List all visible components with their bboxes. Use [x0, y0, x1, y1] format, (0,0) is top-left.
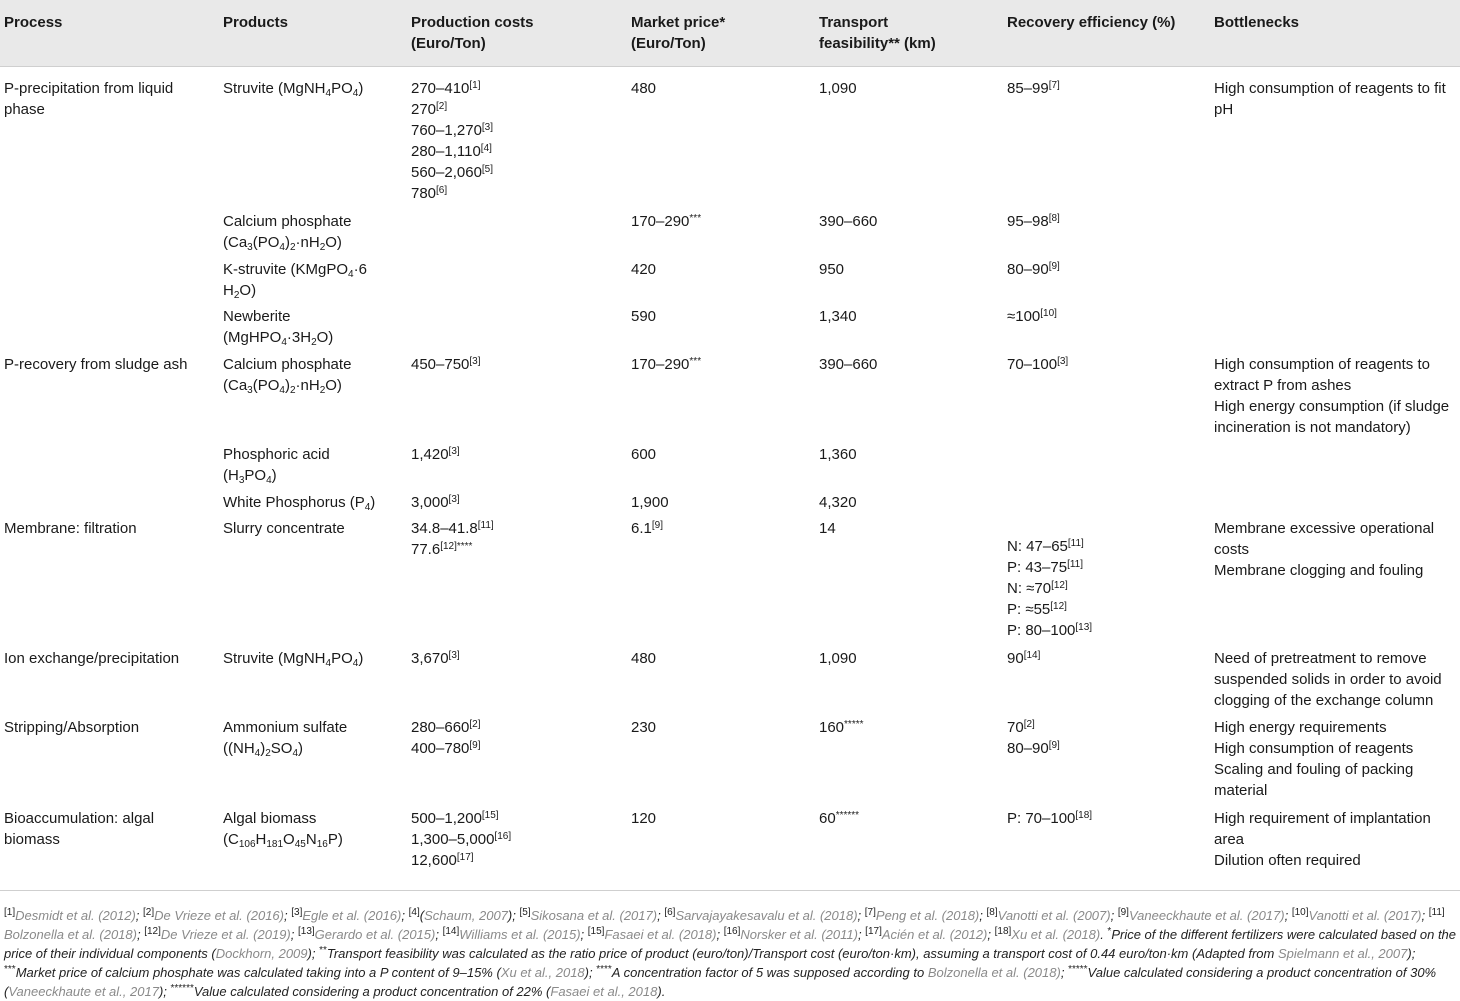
- cost-value: 780[6]: [411, 185, 448, 202]
- bottleneck-cell: Need of pretreatment to remove: [1214, 650, 1427, 667]
- header-recovery: Recovery efficiency (%): [1007, 14, 1176, 31]
- citation-link[interactable]: Norsker et al. (2011): [740, 927, 858, 942]
- cost-value: 560–2,060[5]: [411, 164, 494, 181]
- bottleneck-cell-line2: High consumption of reagents: [1214, 740, 1414, 757]
- footnote-text: ).: [657, 984, 666, 999]
- footnote-text: ;: [857, 927, 866, 942]
- transport-cell: 14: [819, 520, 836, 537]
- product-cell: White Phosphorus $(P_4)$: [223, 494, 376, 513]
- citation-link[interactable]: Vaneeckhaute et al., 2017: [8, 984, 159, 999]
- cost-value: $77.6^{[12]****}$: [411, 541, 473, 558]
- citation-link[interactable]: Egle et al. (2016): [302, 908, 402, 923]
- citation-link[interactable]: Xu et al., 2018: [500, 965, 585, 980]
- recovery-cell: 95–98[8]: [1007, 213, 1060, 230]
- market-price-cell: 1,900: [631, 494, 669, 511]
- transport-cell: 4,320: [819, 494, 857, 511]
- citation-link[interactable]: Acién et al. (2012): [881, 927, 988, 942]
- footnote-marker: [15]: [587, 926, 605, 937]
- product-formula: $(H_3PO_4)$: [223, 467, 277, 486]
- cost-value: 450–750[3]: [411, 356, 481, 373]
- cost-value: 400–780[9]: [411, 740, 481, 757]
- bottleneck-cell: High consumption of reagents to: [1214, 356, 1430, 373]
- header-market-price-unit: (Euro/Ton): [631, 35, 706, 52]
- recovery-cell: 70–100[3]: [1007, 356, 1069, 373]
- citation-link[interactable]: Williams et al. (2015): [459, 927, 581, 942]
- footnote-marker: [6]: [664, 907, 676, 918]
- footnote-text: Market price of calcium phosphate was calculated taking into a P content of 9–15% (: [15, 965, 501, 980]
- footnote-text: ;: [1060, 965, 1069, 980]
- market-price-cell: 480: [631, 80, 657, 97]
- recovery-cell: 90[14]: [1007, 650, 1041, 667]
- market-price-cell: 420: [631, 261, 657, 278]
- cost-value: 270[2]: [411, 101, 448, 118]
- cost-value: 12,600[17]: [411, 852, 474, 869]
- footnote-marker: *****: [1068, 964, 1088, 975]
- recovery-cell: P: 43–75[11]: [1007, 559, 1083, 576]
- footnote-marker: ****: [596, 964, 612, 975]
- footnote-text: );: [1407, 946, 1416, 961]
- footnote-text: Value calculated considering a product concentration of 22% (: [193, 984, 551, 999]
- footnote-marker: [11]: [1428, 907, 1445, 918]
- bottleneck-cell-line3: High energy consumption (if sludge: [1214, 398, 1450, 415]
- recovery-cell: N: ≈70[12]: [1007, 580, 1068, 597]
- footnote-marker: [3]: [291, 907, 303, 918]
- cost-value: 34.8–41.8[11]: [411, 520, 494, 537]
- footnote-text: .: [1100, 927, 1108, 942]
- footnote-text: ;: [1421, 908, 1429, 923]
- footnote-text: Price of the different fertilizers were calculated based on the price of their individual components (: [4, 927, 1457, 961]
- process-cell: Bioaccumulation: algal: [4, 810, 155, 827]
- citation-link[interactable]: Fasaei et al., 2018: [550, 984, 658, 999]
- process-cell: Ion exchange/precipitation: [4, 650, 180, 667]
- citation-link[interactable]: Vanotti et al. (2007): [997, 908, 1111, 923]
- bottleneck-cell: High consumption of reagents to fit: [1214, 80, 1446, 97]
- transport-cell: 950: [819, 261, 845, 278]
- footnote-marker: [18]: [994, 926, 1012, 937]
- cost-value: 280–1,110[4]: [411, 143, 492, 160]
- footnote-text: ;: [857, 908, 865, 923]
- header-transport-unit: feasibility** (km): [819, 35, 936, 52]
- footnote-marker: [12]: [144, 926, 161, 937]
- cost-value: 3,670[3]: [411, 650, 460, 667]
- process-cell: Stripping/Absorption: [4, 719, 140, 736]
- product-formula: $H_2O$): [223, 282, 257, 301]
- market-price-cell: 590: [631, 308, 657, 325]
- product-cell: Calcium phosphate: [223, 356, 352, 373]
- bottleneck-cell-line4: incineration is not mandatory): [1214, 419, 1411, 436]
- header-process: Process: [4, 14, 63, 31]
- cost-value: 1,300–5,000[16]: [411, 831, 512, 848]
- footnote-text: ;: [580, 927, 588, 942]
- process-cell: P-precipitation from liquid: [4, 80, 174, 97]
- cost-value: 1,420[3]: [411, 446, 460, 463]
- footnote-text: Transport feasibility was calculated as the ratio price of product (euro/ton)/Transport cost (euro/ton·km), assuming a transport cost of 0.44 euro/ton·km (Adapted from: [326, 946, 1278, 961]
- product-formula: $(Ca_3(PO_4)_2\cdot nH_2O)$: [223, 377, 342, 396]
- citation-link[interactable]: Vaneeckhaute et al. (2017): [1128, 908, 1285, 923]
- product-formula: $(C_{106}H_{181}O_{45}N_{16}P)$: [223, 831, 343, 850]
- bottleneck-cell: High requirement of implantation: [1214, 810, 1431, 827]
- citation-link[interactable]: Schaum, 2007: [424, 908, 508, 923]
- process-cell-line2: biomass: [4, 831, 60, 848]
- product-cell: Newberite: [223, 308, 291, 325]
- market-price-cell: 170–290***: [631, 213, 702, 230]
- footnote-marker: [5]: [519, 907, 531, 918]
- footnote-marker: [14]: [442, 926, 460, 937]
- recovery-cell: 80–90[9]: [1007, 261, 1060, 278]
- cost-value: 760–1,270[3]: [411, 122, 494, 139]
- transport-cell: 1,090: [819, 650, 857, 667]
- transport-cell: 1,340: [819, 308, 857, 325]
- recovery-cell: 70[2]: [1007, 719, 1035, 736]
- footnote-text: ;: [979, 908, 987, 923]
- footnote-text: ;: [284, 908, 292, 923]
- header-market-price: Market price*: [631, 14, 726, 31]
- citation-link[interactable]: Vanotti et al. (2017): [1308, 908, 1422, 923]
- header-divider: [0, 66, 1460, 67]
- footnote-text: ;: [716, 927, 724, 942]
- header-bottlenecks: Bottlenecks: [1214, 14, 1300, 31]
- product-formula: $(MgHPO_4\cdot 3H_2O)$: [223, 329, 334, 348]
- footnote-text: ;: [135, 908, 144, 923]
- citation-link[interactable]: De Vrieze et al. (2019): [160, 927, 291, 942]
- citation-link[interactable]: Bolzonella et al. (2018): [927, 965, 1061, 980]
- product-cell: Struvite $(MgNH_4PO_4)$: [223, 650, 364, 669]
- market-price-cell: 170–290***: [631, 356, 702, 373]
- product-cell: K-struvite (KMgPO$_4$·6: [223, 261, 367, 280]
- product-cell: Struvite $(MgNH_4PO_4)$: [223, 80, 364, 99]
- cost-value: 280–660[2]: [411, 719, 481, 736]
- footnote-text: ;: [290, 927, 298, 942]
- footnote-text: ;: [1110, 908, 1118, 923]
- cost-value: 3,000[3]: [411, 494, 460, 511]
- footnote-marker: *: [1107, 926, 1112, 937]
- citation-link[interactable]: Dockhorn, 2009: [215, 946, 308, 961]
- footnote-marker: [17]: [865, 926, 882, 937]
- footnote-marker: [7]: [864, 907, 876, 918]
- footnote-marker: [13]: [297, 926, 315, 937]
- footnote-marker: [16]: [723, 926, 741, 937]
- footnote-marker: [4]: [408, 907, 420, 918]
- market-price-cell: 480: [631, 650, 657, 667]
- process-cell-line2: phase: [4, 101, 45, 118]
- product-cell: Slurry concentrate: [223, 520, 345, 537]
- footnote-text: ;: [987, 927, 995, 942]
- citation-link[interactable]: Sarvajayakesavalu et al. (2018): [675, 908, 858, 923]
- header-production-costs: Production costs: [411, 14, 534, 31]
- footnote-text: );: [584, 965, 597, 980]
- transport-cell: 1,360: [819, 446, 857, 463]
- product-cell: Phosphoric acid: [223, 446, 330, 463]
- citation-link[interactable]: Bolzonella et al. (2018): [4, 927, 137, 942]
- market-price-cell: 600: [631, 446, 657, 463]
- market-price-cell: 6.1[9]: [631, 520, 663, 537]
- footnote-text: A concentration factor of 5 was supposed according to: [611, 965, 928, 980]
- table-footnotes: [4, 906, 1456, 1001]
- product-formula: $((NH_4)_2SO_4)$: [223, 740, 304, 759]
- citation-link[interactable]: Xu et al. (2018): [1011, 927, 1101, 942]
- footnote-text: );: [158, 984, 171, 999]
- citation-link[interactable]: Gerardo et al. (2015): [314, 927, 436, 942]
- product-cell: Ammonium sulfate: [223, 719, 348, 736]
- citation-link[interactable]: Peng et al. (2018): [875, 908, 980, 923]
- footnote-text: (: [419, 908, 425, 923]
- process-cell: P-recovery from sludge ash: [4, 356, 188, 373]
- footnote-marker: [8]: [986, 907, 998, 918]
- recovery-cell: N: 47–65[11]: [1007, 538, 1084, 555]
- bottleneck-cell-line2: costs: [1214, 541, 1250, 558]
- footnote-marker: ******: [170, 983, 194, 994]
- footnote-text: ;: [1284, 908, 1292, 923]
- recovery-cell: P: 80–100[13]: [1007, 622, 1093, 639]
- citation-link[interactable]: Desmidt et al. (2012): [15, 908, 136, 923]
- footnote-text: ;: [401, 908, 409, 923]
- footnote-marker: [1]: [4, 907, 16, 918]
- footnote-text: ;: [435, 927, 443, 942]
- bottleneck-cell-line3: clogging of the exchange column: [1214, 692, 1434, 709]
- footnote-marker: **: [319, 945, 327, 956]
- cost-value: 500–1,200[15]: [411, 810, 499, 827]
- bottleneck-cell-line3: Dilution often required: [1214, 852, 1361, 869]
- footnote-marker: ***: [4, 964, 16, 975]
- citation-link[interactable]: Spielmann et al., 2007: [1277, 946, 1408, 961]
- bottleneck-cell: Membrane excessive operational: [1214, 520, 1435, 537]
- transport-cell: 1,090: [819, 80, 857, 97]
- product-formula: $(Ca_3(PO_4)_2\cdot nH_2O)$: [223, 234, 342, 253]
- footnote-text: );: [507, 908, 520, 923]
- market-price-cell: 120: [631, 810, 657, 827]
- footnote-marker: [9]: [1117, 907, 1129, 918]
- footnote-text: Value calculated considering a product concentration of 30% (: [4, 965, 1437, 999]
- bottleneck-cell-line2: extract P from ashes: [1214, 377, 1352, 394]
- recovery-cell: 80–90[9]: [1007, 740, 1060, 757]
- table-header-band: [0, 0, 1460, 66]
- citation-link[interactable]: Sikosana et al. (2017): [530, 908, 658, 923]
- cost-value: 270–410[1]: [411, 80, 481, 97]
- header-production-costs-unit: (Euro/Ton): [411, 35, 486, 52]
- footnote-marker: [2]: [143, 907, 155, 918]
- bottleneck-cell-line4: material: [1214, 782, 1268, 799]
- table-bottom-divider: [0, 890, 1460, 891]
- recovery-cell: 85–99[7]: [1007, 80, 1060, 97]
- header-products: Products: [223, 14, 289, 31]
- bottleneck-cell-line3: Scaling and fouling of packing: [1214, 761, 1414, 778]
- citation-link[interactable]: De Vrieze et al. (2016): [154, 908, 284, 923]
- bottleneck-cell-line3: Membrane clogging and fouling: [1214, 562, 1424, 579]
- market-price-cell: 230: [631, 719, 657, 736]
- product-cell: Algal biomass: [223, 810, 317, 827]
- footnote-text: ;: [657, 908, 665, 923]
- bottleneck-cell: High energy requirements: [1214, 719, 1387, 736]
- footnote-text: );: [307, 946, 320, 961]
- footnote-text: ;: [136, 927, 145, 942]
- bottleneck-cell-line2: pH: [1214, 101, 1234, 118]
- footnote-marker: [10]: [1291, 907, 1309, 918]
- transport-cell: 390–660: [819, 356, 878, 373]
- bottleneck-cell-line2: suspended solids in order to avoid: [1214, 671, 1442, 688]
- bottleneck-cell-line2: area: [1214, 831, 1245, 848]
- recovery-cell: ≈100[10]: [1007, 308, 1057, 325]
- citation-link[interactable]: Fasaei et al. (2018): [604, 927, 717, 942]
- recovery-cell: P: 70–100[18]: [1007, 810, 1093, 827]
- recovery-cell: P: ≈55[12]: [1007, 601, 1067, 618]
- product-cell: Calcium phosphate: [223, 213, 352, 230]
- process-cell: Membrane: filtration: [4, 520, 137, 537]
- header-transport: Transport: [819, 14, 889, 31]
- transport-cell: 60******: [819, 810, 860, 827]
- transport-cell: 160*****: [819, 719, 864, 736]
- transport-cell: 390–660: [819, 213, 878, 230]
